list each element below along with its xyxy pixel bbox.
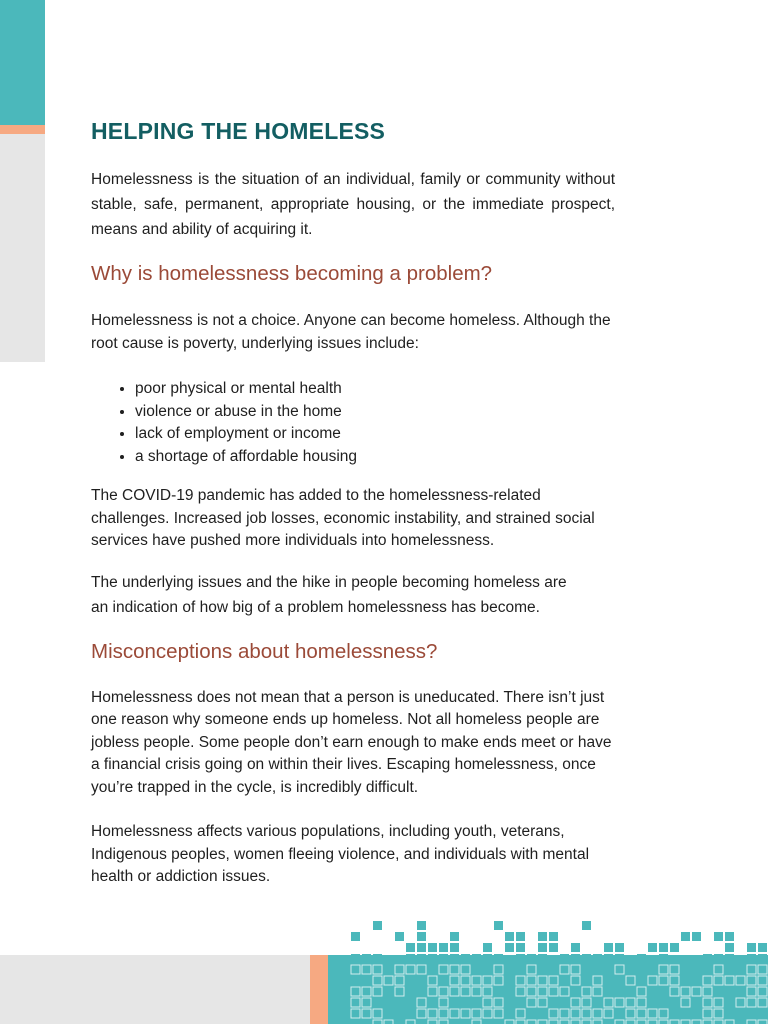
page-title: HELPING THE HOMELESS xyxy=(91,118,386,144)
pixel-cell xyxy=(659,943,668,952)
pixel-cell xyxy=(494,921,503,930)
misconceptions-paragraph-1: Homelessness does not mean that a person is uneducated. There isn’t just one reason why someone ends up homeless. Not all homeless people are jobless people. Some people don’t earn enough to make ends meet or have a financial crisis going on within their lives. Escaping homelessness, once you’re trapped in the cycle, is incredibly difficult. xyxy=(91,688,612,796)
pixel-cell xyxy=(351,932,360,941)
misconceptions-paragraph-2: Homelessness affects various populations, including youth, veterans, Indigenous peoples, women fleeing violence, and individuals with mental health or addiction issues. xyxy=(91,823,590,885)
pixel-cell xyxy=(582,921,591,930)
pixel-cell xyxy=(516,943,525,952)
list-item: • a shortage of affordable housing xyxy=(135,446,615,469)
issues-list xyxy=(91,378,615,468)
pixel-cell xyxy=(549,943,558,952)
pixel-cell xyxy=(538,932,547,941)
pixel-cell xyxy=(505,943,514,952)
pixel-cell xyxy=(538,943,547,952)
pixel-cell xyxy=(692,932,701,941)
why-paragraph-2: The COVID-19 pandemic has added to the homelessness-related challenges. Increased job losses, economic instability, and strained social services have pushed more individuals into homelessness. xyxy=(91,487,595,549)
pixel-cell xyxy=(428,943,437,952)
pixel-cell xyxy=(747,943,756,952)
decor-grey-bar-left xyxy=(0,134,45,362)
pixel-cell xyxy=(417,921,426,930)
pixel-cell xyxy=(450,943,459,952)
decor-peach-stripe-top xyxy=(0,125,45,134)
pixel-cell xyxy=(505,932,514,941)
decor-grey-bar-bottom xyxy=(0,955,310,1024)
pixel-cell xyxy=(571,943,580,952)
intro-paragraph: Homelessness is the situation of an individual, family or community without stable, safe, permanent, appropriate housing, or the immediate prospect, means and ability of acquiring it. xyxy=(91,171,615,238)
pixel-cell xyxy=(615,943,624,952)
pixel-cell xyxy=(439,943,448,952)
why-paragraph-1: Homelessness is not a choice. Anyone can become homeless. Although the root cause is poverty, underlying issues include: xyxy=(91,312,611,352)
pixel-cell xyxy=(758,943,767,952)
pixel-cell xyxy=(725,932,734,941)
pixel-cell xyxy=(483,943,492,952)
pixel-cell xyxy=(395,932,404,941)
section-heading-why: Why is homelessness becoming a problem? xyxy=(91,262,493,285)
pixel-cell xyxy=(373,921,382,930)
decor-teal-band-bottom xyxy=(328,955,768,1024)
pixel-cell xyxy=(681,932,690,941)
pixel-cell xyxy=(714,932,723,941)
pixel-cell xyxy=(450,932,459,941)
pixel-cell xyxy=(725,943,734,952)
pixel-cell xyxy=(516,932,525,941)
decor-peach-stripe-bottom xyxy=(310,955,328,1024)
list-item: • violence or abuse in the home xyxy=(135,401,615,424)
decor-teal-bar-top xyxy=(0,0,45,125)
why-paragraph-3: The underlying issues and the hike in people becoming homeless are an indication of how big of a problem homelessness has become. xyxy=(91,573,567,616)
pixel-cell xyxy=(549,932,558,941)
document-body xyxy=(91,118,615,889)
pixel-cell xyxy=(604,943,613,952)
pixel-cell xyxy=(417,943,426,952)
section-heading-misconceptions: Misconceptions about homelessness? xyxy=(91,639,438,663)
pixel-cell xyxy=(670,943,679,952)
list-item: • lack of employment or income xyxy=(135,423,615,446)
pixel-cell xyxy=(406,943,415,952)
pixel-cell xyxy=(648,943,657,952)
pixel-cell xyxy=(417,932,426,941)
list-item: • poor physical or mental health xyxy=(135,378,615,401)
